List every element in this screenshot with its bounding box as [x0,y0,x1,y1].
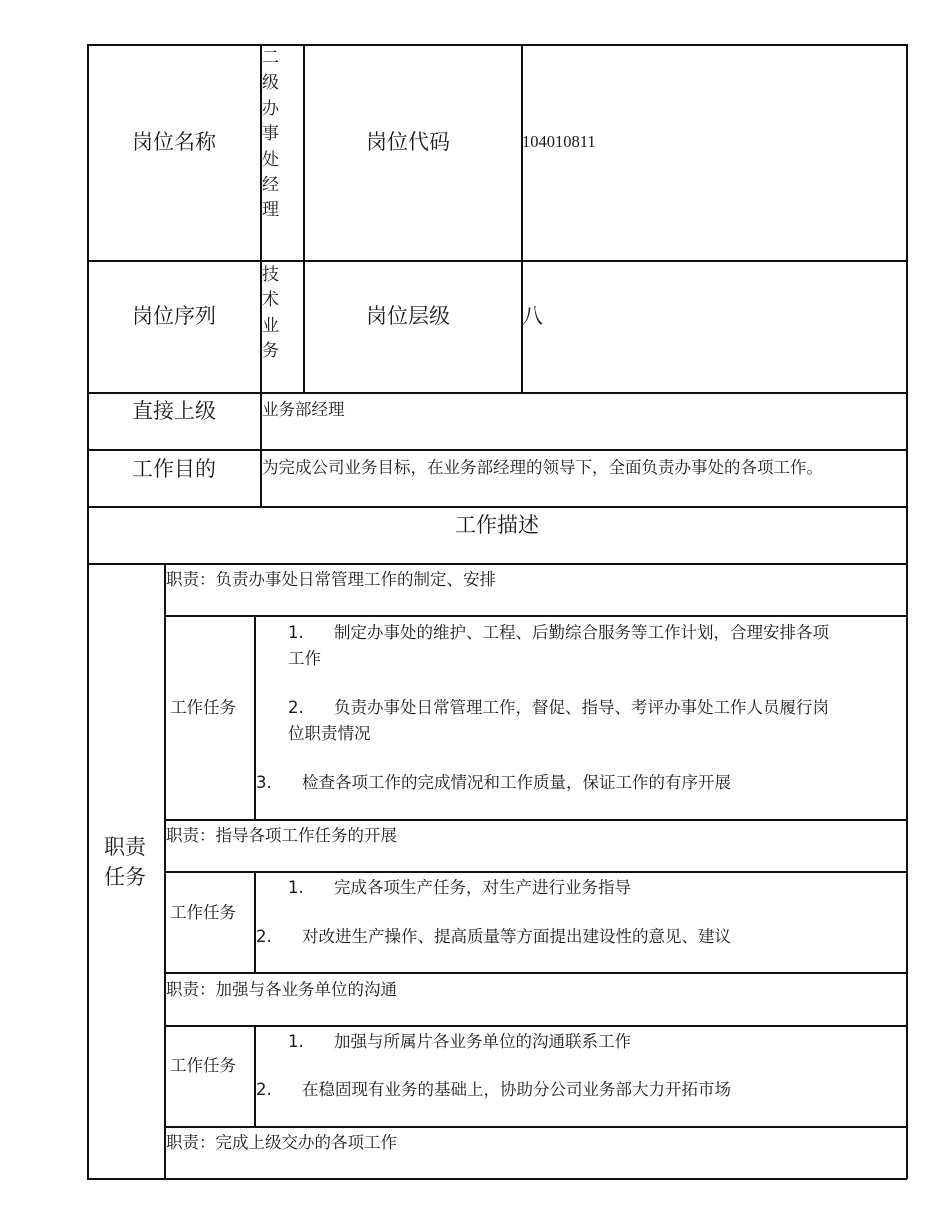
duties-label: 职责任务 [104,835,146,889]
position-level-label: 岗位层级 [366,304,450,328]
position-name-label: 岗位名称 [132,130,216,154]
position-code-value: 104010811 [522,132,596,151]
task-text: 加强与所属片各业务单位的沟通联系工作 [334,1032,631,1051]
position-sequence-label: 岗位序列 [132,304,216,328]
duty-3-title: 职责：加强与各业务单位的沟通 [166,980,397,999]
superior-label: 直接上级 [132,399,216,423]
position-name-value: 二级办事处经理 [262,48,279,221]
purpose-label: 工作目的 [132,457,216,481]
task-text-continued: 工作 [288,649,321,668]
superior-value: 业务部经理 [262,400,345,419]
duty-4-title: 职责：完成上级交办的各项工作 [166,1133,397,1152]
position-level-value: 八 [522,304,543,328]
task-text: 完成各项生产任务，对生产进行业务指导 [334,878,631,897]
task-number: 1. [288,623,304,642]
task-text: 在稳固现有业务的基础上，协助分公司业务部大力开拓市场 [302,1080,731,1099]
task-number: 1. [288,1032,304,1051]
task-number: 2. [256,927,272,946]
position-sequence-value: 技术业务 [262,265,279,362]
duty-2-title: 职责：指导各项工作任务的开展 [166,826,397,845]
task-number: 3. [256,773,272,792]
duty-1-task-label: 工作任务 [170,698,236,717]
duty-3-task-label: 工作任务 [170,1056,236,1075]
task-text: 对改进生产操作、提高质量等方面提出建设性的意见、建议 [302,927,731,946]
duty-1-title: 职责：负责办事处日常管理工作的制定、安排 [166,570,496,589]
task-number: 2. [288,698,304,717]
position-code-label: 岗位代码 [366,130,450,154]
task-text: 检查各项工作的完成情况和工作质量，保证工作的有序开展 [302,773,731,792]
task-number: 1. [288,878,304,897]
task-number: 2. [256,1080,272,1099]
task-text: 制定办事处的维护、工程、后勤综合服务等工作计划，合理安排各项 [334,623,829,642]
duty-2-task-label: 工作任务 [170,903,236,922]
purpose-value: 为完成公司业务目标，在业务部经理的领导下，全面负责办事处的各项工作。 [262,458,823,477]
task-text-continued: 位职责情况 [288,724,371,743]
task-text: 负责办事处日常管理工作，督促、指导、考评办事处工作人员履行岗 [334,698,829,717]
work-description-title: 工作描述 [455,513,539,537]
